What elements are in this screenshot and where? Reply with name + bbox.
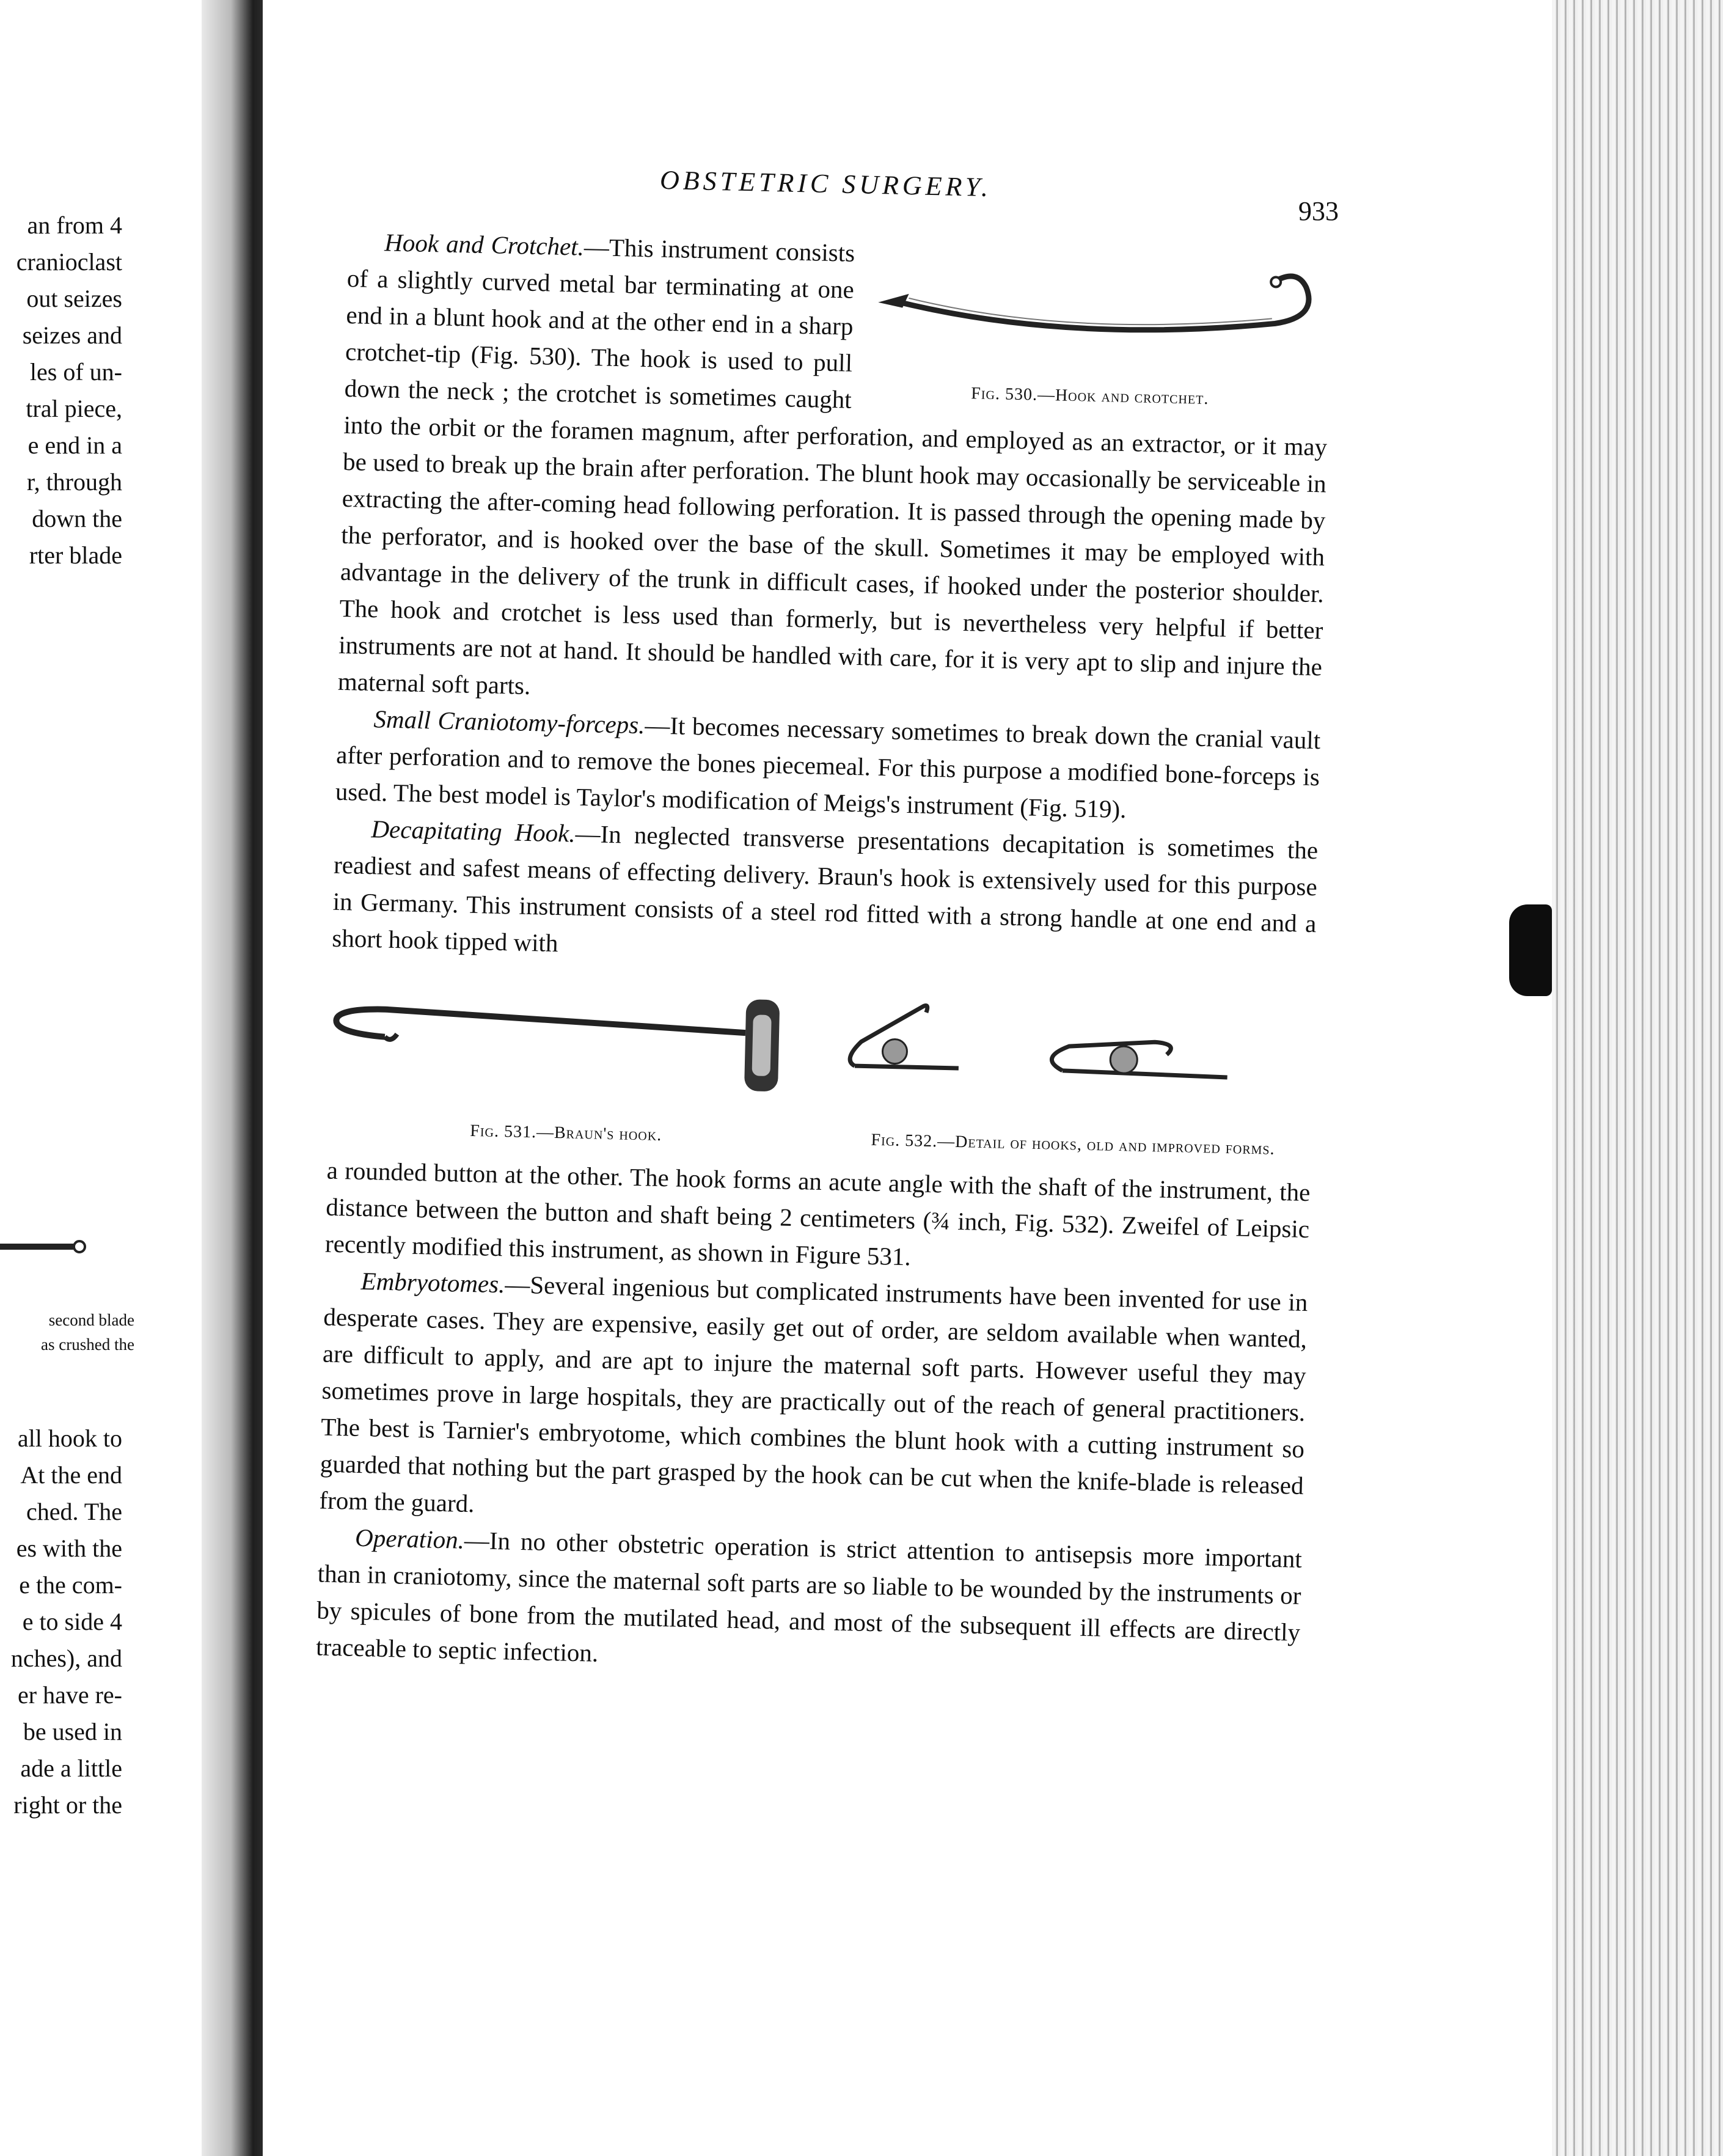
paragraph-text: —In no other obstetric operation is strict attention to antisepsis more important than in craniotomy, since the maternal soft parts are so liable to be wounded by the instruments or by spicules of bone from the mutilated head, and most of the subsequent ill effects are directly traceable to septic infection.: [315, 1525, 1303, 1667]
left-page-line: e end in a: [27, 431, 122, 459]
section-heading: Decapitating Hook.: [371, 815, 576, 848]
left-page-line: r, through: [26, 468, 122, 496]
left-page-line: e the com-: [19, 1571, 122, 1599]
left-page-line: les of un-: [29, 358, 122, 386]
paragraph-text: —This instrument consists of a slightly curved metal bar terminating at one end in a blunt hook and at the other end in a sharp crotchet-tip (Fig. 530). The hook is used to pull down the neck ; the crotchet is sometimes caught into the orbit or the foramen magnum, after perforation, and employed as an extractor, or it may be used to break up the brain after perforation. The blunt hook may occasionally be serviceable in extracting the after-coming head following perforation. It is passed through the opening made by the perforator, and is hooked over the base of the skull. Sometimes it may be employed with advantage in the delivery of the trunk in difficult cases, if hooked under the posterior shoulder. The hook and crotchet is less used than formerly, but is nevertheless very helpful if better instruments are not at hand. It should be handled with care, for it is very apt to slip and injure the maternal soft parts.: [337, 232, 1328, 700]
left-page-line: ade a little: [20, 1755, 122, 1782]
left-page-caption: as crushed the: [41, 1335, 134, 1354]
left-page-line: rter blade: [29, 541, 122, 569]
figure-row: [327, 969, 1315, 1168]
paragraph-text: —It becomes necessary sometimes to break down the cranial vault after perforation and to remove the bones piecemeal. For this purpose a modified bone-forceps is used. The best model is Taylor's modification of Meigs's instrument (Fig. 519).: [335, 711, 1321, 824]
figure-531-caption: Fig. 531.—Braun's hook.: [470, 1121, 662, 1145]
left-page-line: cranioclast: [16, 248, 122, 276]
left-page-line: all hook to: [17, 1425, 122, 1452]
section-heading: Operation.: [354, 1523, 465, 1554]
running-header: OBSTETRIC SURGERY.: [659, 164, 992, 203]
figure-530-caption: Fig. 530.—Hook and crotchet.: [971, 384, 1209, 409]
left-page-line: e to side 4: [22, 1608, 122, 1635]
page-body: [315, 223, 1331, 1687]
left-page-line: down the: [32, 505, 122, 532]
paragraph-embryotomes: [319, 1262, 1308, 1541]
figure-530: [851, 235, 1332, 429]
left-page-line: nches), and: [10, 1645, 122, 1672]
section-heading: Hook and Crotchet.: [384, 228, 585, 261]
page-number: 933: [1298, 196, 1339, 226]
page-edge-blot: [1509, 904, 1552, 996]
left-page-line: out seizes: [26, 285, 122, 312]
figure-532-caption: Fig. 532.—Detail of hooks, old and improved forms.: [871, 1130, 1275, 1159]
partial-instrument-figure: [0, 1228, 92, 1265]
left-facing-page: [0, 0, 208, 2156]
paragraph-craniotomy-forceps: [335, 700, 1321, 832]
left-page-line: ched. The: [26, 1498, 122, 1525]
book-page-edges: [1552, 0, 1723, 2156]
left-page-line: es with the: [16, 1535, 122, 1562]
left-page-line: be used in: [23, 1718, 122, 1745]
hook-details-drawing: [836, 992, 1314, 1101]
section-heading: Small Craniotomy-forceps.: [373, 705, 645, 739]
paragraph-operation: [315, 1518, 1302, 1687]
left-page-line: At the end: [20, 1461, 122, 1489]
section-heading: Embryotomes.: [360, 1266, 505, 1299]
brauns-hook-drawing: [323, 980, 814, 1101]
left-page-line: right or the: [13, 1791, 122, 1819]
figure-532: [835, 992, 1315, 1169]
paragraph-decapitating-hook-continued: a rounded button at the other. The hook forms an acute angle with the shaft of the instrument, the distance between the button and shaft being 2 centimeters (¾ inch, Fig. 532). Zweifel of Leipsic recently modified this instrument, as shown in Figure 531.: [324, 1156, 1311, 1271]
left-page-caption: second blade: [48, 1311, 134, 1329]
paragraph-text: —Several ingenious but complicated instruments have been invented for use in desperate cases. They are expensive, easily get out of order, are seldom available when wanted, are difficult to apply, and are apt to injure the maternal soft parts. However useful they may sometimes prove in large hospitals, they are practically out of the reach of general practitioners. The best is Tarnier's embryotome, which combines the blunt hook with a cutting instrument so guarded that nothing but the part grasped by the hook can be cut when the knife-blade is released from the guard.: [319, 1270, 1308, 1518]
hook-and-crotchet-drawing: [852, 235, 1332, 374]
paragraph-decapitating-hook: [332, 810, 1319, 978]
left-page-line: er have re-: [18, 1681, 122, 1709]
paragraph-text: —In neglected transverse presentations decapitation is sometimes the readiest and safest means of effecting delivery. Braun's hook is extensively used for this purpose in Germany. This instrument consists of a steel rod fitted with a strong handle at one end and a short hook tipped with: [331, 819, 1319, 958]
left-page-line: tral piece,: [26, 395, 122, 422]
left-page-line: seizes and: [22, 321, 122, 349]
figure-531: [321, 980, 814, 1157]
left-page-line: an from 4: [27, 211, 122, 239]
